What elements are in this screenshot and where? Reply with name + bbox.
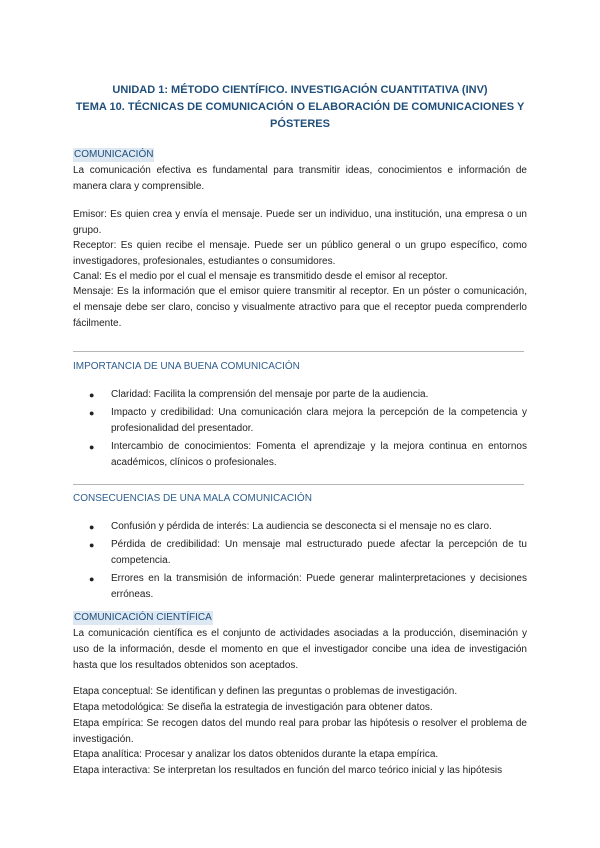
document-title [60, 82, 540, 133]
canal-definition: Canal: Es el medio por el cual el mensaje es transmitido desde el emisor al receptor. [73, 271, 448, 282]
importancia-list [73, 387, 527, 473]
bullet-icon: ● [89, 574, 95, 584]
list-item: ● Intercambio de conocimientos: Fomenta el aprendizaje y la mejora continua en entornos académicos, clínicos o profesionales. [89, 441, 527, 468]
etapa-interactiva: Etapa interactiva: Se interpretan los resultados en función del marco teórico inicial y las hipótesis [73, 765, 503, 776]
bullet-icon: ● [89, 540, 95, 550]
section-heading-importancia: IMPORTANCIA DE UNA BUENA COMUNICACIÓN [73, 361, 300, 372]
list-item: ● Claridad: Facilita la comprensión del mensaje por parte de la audiencia. [73, 387, 527, 403]
list-item: ● Errores en la transmisión de información: Puede generar malinterpretaciones y decisiones erróneas. [89, 573, 527, 600]
section-heading-comunicacion: COMUNICACIÓN [74, 149, 154, 160]
bullet-icon: ● [89, 408, 95, 418]
list-item: ● Pérdida de credibilidad: Un mensaje mal estructurado puede afectar la percepción de tu competencia. [89, 539, 527, 566]
etapa-empirica: Etapa empírica: Se recogen datos del mundo real para probar las hipótesis o resolver el problema de investigación. [73, 718, 527, 745]
receptor-definition: Receptor: Es quien recibe el mensaje. Puede ser un público general o un grupo específico, como investigadores, profesionales, estudiantes o consumidores. [73, 240, 527, 267]
etapa-analitica: Etapa analítica: Procesar y analizar los datos obtenidos durante la etapa empírica. [73, 749, 439, 760]
section-heading-cientifica: COMUNICACIÓN CIENTÍFICA [74, 612, 212, 623]
mensaje-definition: Mensaje: Es la información que el emisor quiere transmitir al receptor. En un póster o comunicación, el mensaje debe ser claro, conciso y visualmente atractivo para que el receptor pueda comprenderlo fácilmente. [73, 286, 527, 329]
etapa-metodologica: Etapa metodológica: Se diseña la estrategia de investigación para obtener datos. [73, 702, 433, 713]
section-divider [73, 351, 524, 352]
cientifica-intro: La comunicación científica es el conjunto de actividades asociadas a la producción, diseminación y uso de la información, desde el momento en que el investigador concibe una idea de investigación hasta que los resultados obtenidos son aceptados. [73, 628, 527, 671]
list-item: ● Impacto y credibilidad: Una comunicación clara mejora la percepción de la competencia y profesionalidad del presentador. [89, 407, 527, 434]
section-heading-consecuencias: CONSECUENCIAS DE UNA MALA COMUNICACIÓN [73, 493, 312, 504]
bullet-icon: ● [89, 522, 95, 532]
bullet-icon: ● [89, 390, 95, 400]
bullet-icon: ● [89, 442, 95, 452]
section-divider [73, 484, 524, 485]
title-line-3: PÓSTERES [270, 118, 330, 130]
comunicacion-intro: La comunicación efectiva es fundamental para transmitir ideas, conocimientos e información de manera clara y comprensible. [73, 165, 527, 192]
title-line-1: UNIDAD 1: MÉTODO CIENTÍFICO. INVESTIGACIÓN CUANTITATIVA (INV) [112, 84, 488, 96]
consecuencias-list [73, 519, 527, 605]
title-line-2: TEMA 10. TÉCNICAS DE COMUNICACIÓN O ELABORACIÓN DE COMUNICACIONES Y [75, 101, 525, 113]
list-item: ● Confusión y pérdida de interés: La audiencia se desconecta si el mensaje no es claro. [73, 519, 527, 535]
etapa-conceptual: Etapa conceptual: Se identifican y definen las preguntas o problemas de investigación. [73, 686, 458, 697]
emisor-definition: Emisor: Es quien crea y envía el mensaje. Puede ser un individuo, una institución, una empresa o un grupo. [73, 209, 527, 236]
